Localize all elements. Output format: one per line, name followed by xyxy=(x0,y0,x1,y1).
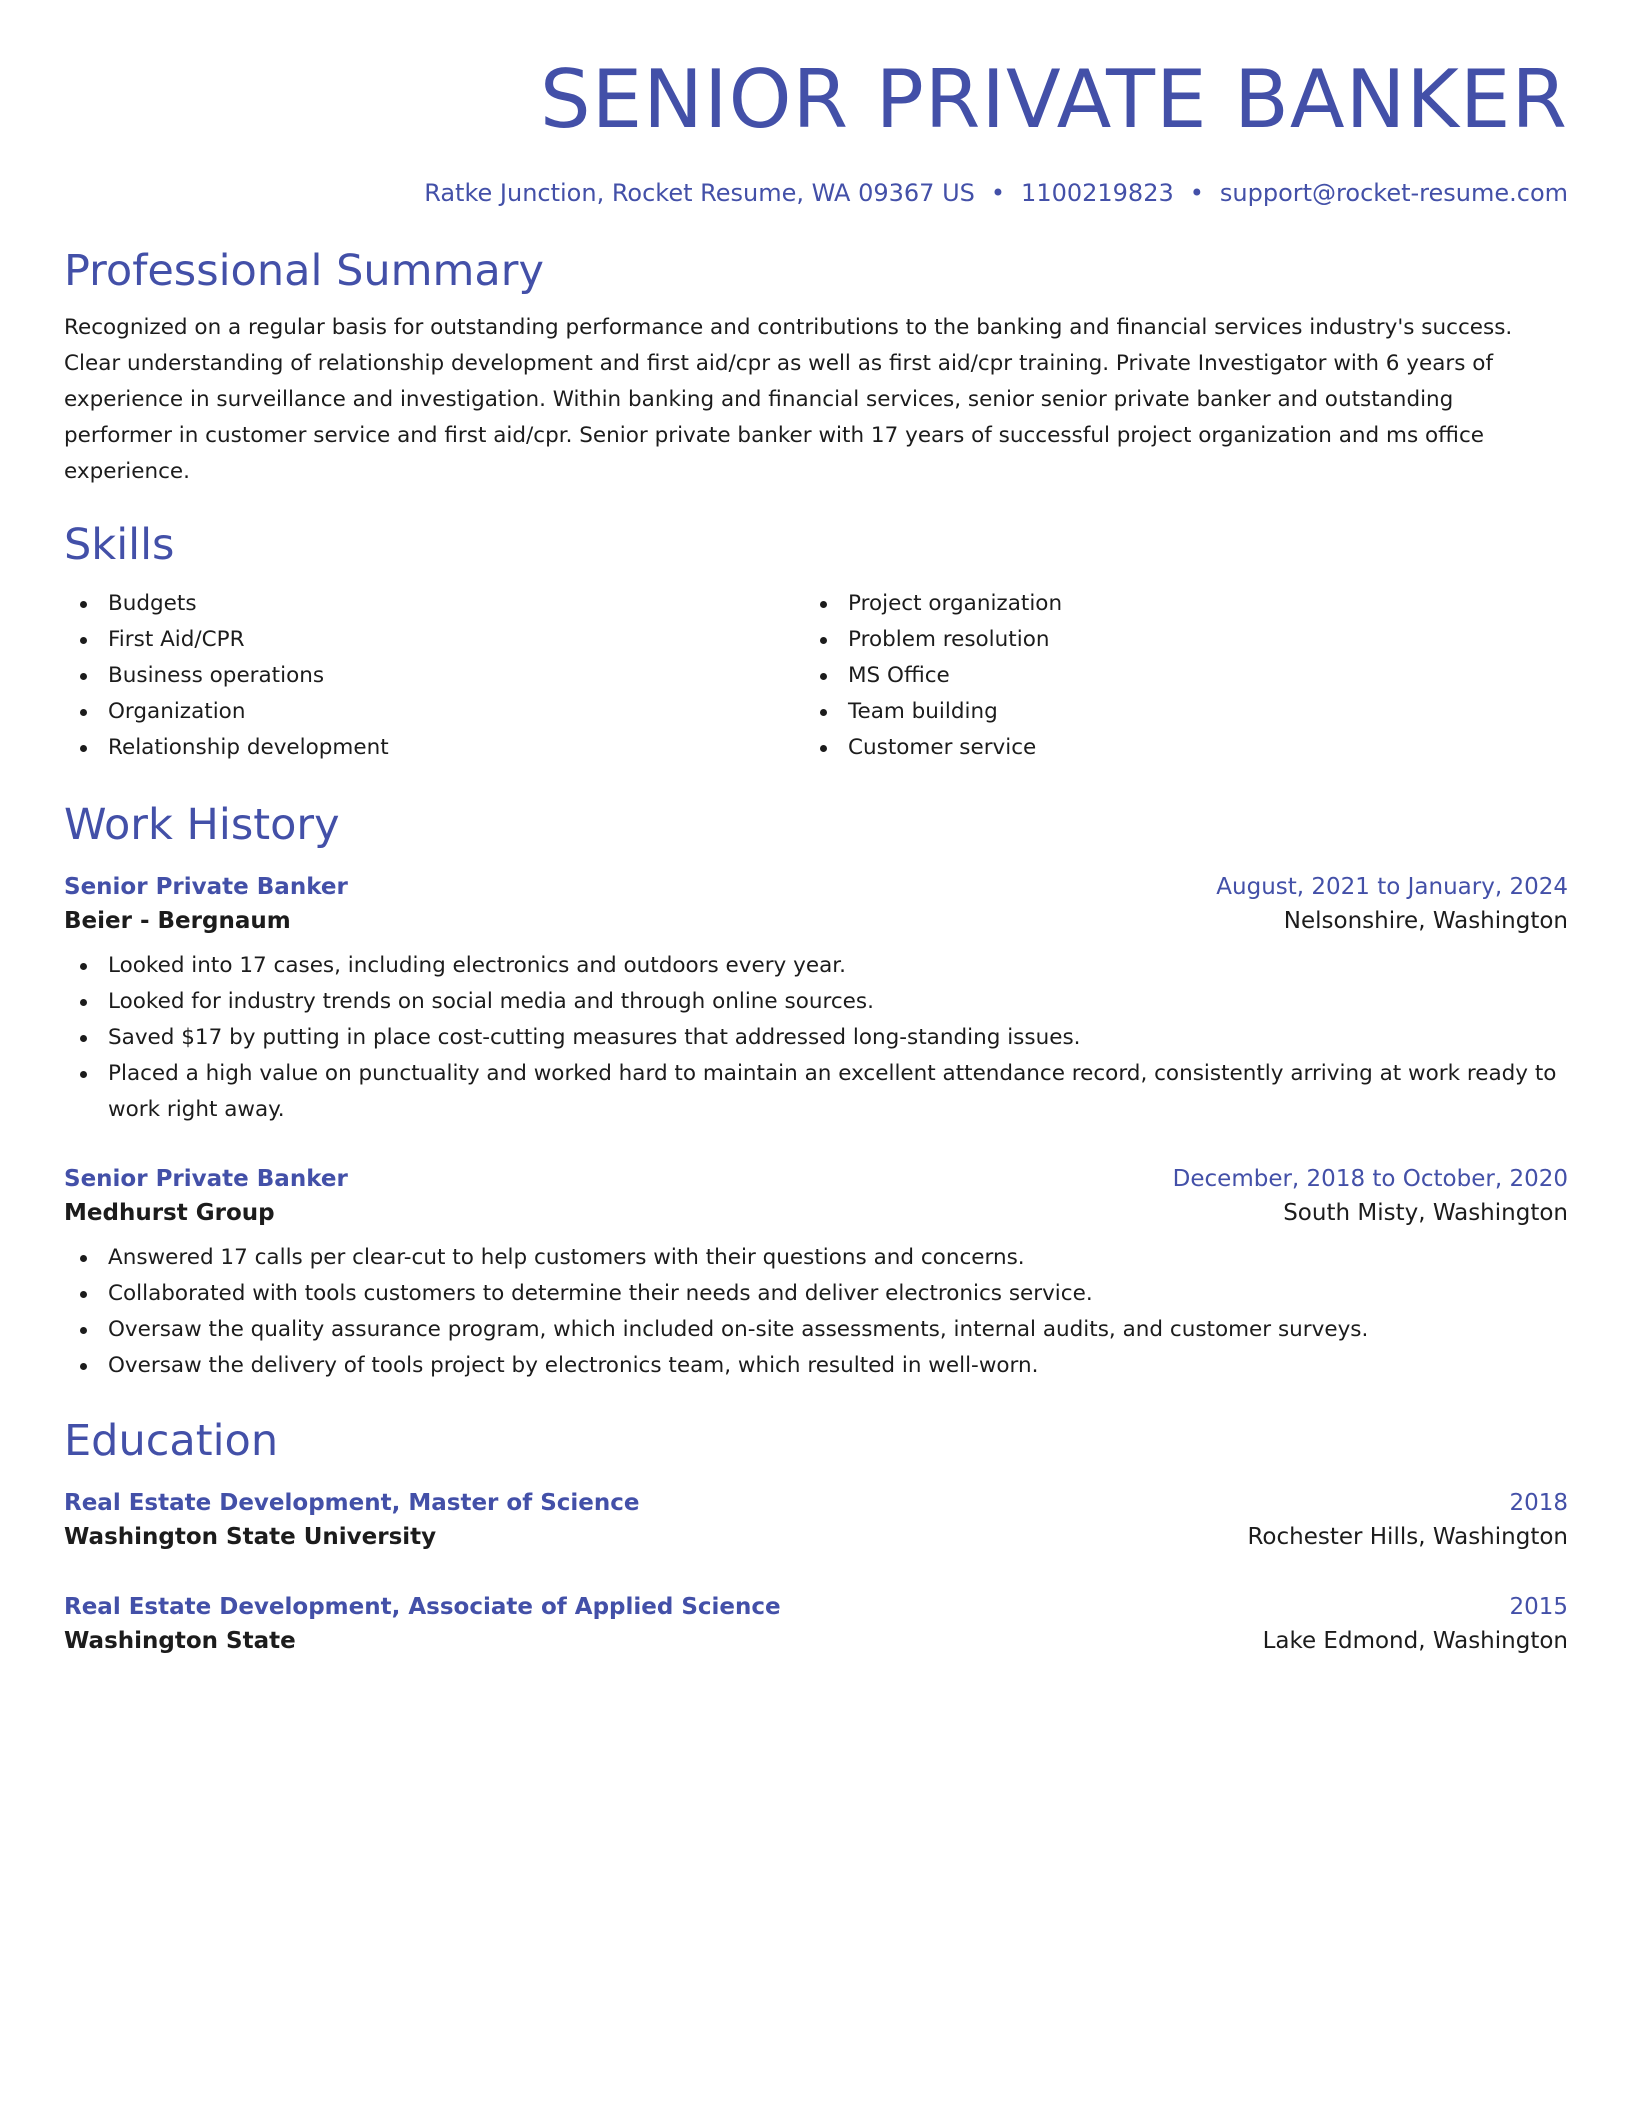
skill-item: Organization xyxy=(64,694,804,730)
work-entry xyxy=(64,1162,1568,1384)
contact-line xyxy=(64,176,1568,210)
job-bullet: Placed a high value on punctuality and worked hard to maintain an excellent attendance record, consistently arriving at work ready to work right away. xyxy=(64,1056,1568,1128)
school-name: Washington State University xyxy=(64,1524,437,1550)
work-entry-subheader xyxy=(64,1196,1568,1230)
graduation-year: 2015 xyxy=(1509,1594,1568,1620)
summary-text: Recognized on a regular basis for outstanding performance and contributions to the banking and financial services industry's success. Clear understanding of relationship development and first aid/cpr as well as first aid/cpr training. Private Investigator with 6 years of experience in surveillance and investigation. Within banking and financial services, senior senior private banker and outstanding performer in customer service and first aid/cpr. Senior private banker with 17 years of successful project organization and ms office experience. xyxy=(64,315,1513,484)
skills-list xyxy=(64,586,1568,766)
skill-item: Relationship development xyxy=(64,730,804,766)
job-bullet: Saved $17 by putting in place cost-cutting measures that addressed long-standing issues. xyxy=(64,1020,1568,1056)
skill-item: Business operations xyxy=(64,658,804,694)
job-dates: August, 2021 to January, 2024 xyxy=(1216,874,1568,900)
skill-item: First Aid/CPR xyxy=(64,622,804,658)
skills-column-right xyxy=(804,586,1544,766)
skill-item: Budgets xyxy=(64,586,804,622)
education-entry-header xyxy=(64,1486,1568,1520)
contact-separator: • xyxy=(1189,179,1204,207)
education-entry xyxy=(64,1486,1568,1554)
job-bullets xyxy=(64,948,1568,1128)
work-history-heading: Work History xyxy=(64,800,340,850)
degree-name: Real Estate Development, Associate of Applied Science xyxy=(64,1594,781,1620)
skills-heading: Skills xyxy=(64,520,175,570)
education-entry-header xyxy=(64,1590,1568,1624)
job-bullet: Answered 17 calls per clear-cut to help customers with their questions and concerns. xyxy=(64,1240,1568,1276)
job-bullet: Looked for industry trends on social media and through online sources. xyxy=(64,984,1568,1020)
summary-heading: Professional Summary xyxy=(64,246,544,296)
contact-phone: 1100219823 xyxy=(1021,179,1174,207)
work-entry-subheader xyxy=(64,904,1568,938)
school-location: Lake Edmond, Washington xyxy=(1262,1628,1568,1654)
graduation-year: 2018 xyxy=(1509,1490,1568,1516)
skill-item: Team building xyxy=(804,694,1544,730)
skills-column-left xyxy=(64,586,804,766)
contact-address: Ratke Junction, Rocket Resume, WA 09367 US xyxy=(424,179,975,207)
resume-name: SENIOR PRIVATE BANKER xyxy=(539,53,1568,146)
skill-item: Project organization xyxy=(804,586,1544,622)
education-entry-subheader xyxy=(64,1520,1568,1554)
employer-name: Beier - Bergnaum xyxy=(64,908,291,934)
education-heading: Education xyxy=(64,1416,279,1466)
job-location: South Misty, Washington xyxy=(1283,1200,1568,1226)
skill-item: Problem resolution xyxy=(804,622,1544,658)
job-bullet: Looked into 17 cases, including electronics and outdoors every year. xyxy=(64,948,1568,984)
job-location: Nelsonshire, Washington xyxy=(1283,908,1568,934)
skill-item: MS Office xyxy=(804,658,1544,694)
job-bullet: Oversaw the delivery of tools project by electronics team, which resulted in well-worn. xyxy=(64,1348,1568,1384)
education-entry-subheader xyxy=(64,1624,1568,1658)
education-entry xyxy=(64,1590,1568,1658)
job-bullet: Oversaw the quality assurance program, which included on-site assessments, internal audits, and customer surveys. xyxy=(64,1312,1568,1348)
school-location: Rochester Hills, Washington xyxy=(1247,1524,1568,1550)
school-name: Washington State xyxy=(64,1628,296,1654)
job-dates: December, 2018 to October, 2020 xyxy=(1172,1166,1568,1192)
job-bullets xyxy=(64,1240,1568,1384)
employer-name: Medhurst Group xyxy=(64,1200,275,1226)
work-entry-header xyxy=(64,1162,1568,1196)
contact-separator: • xyxy=(990,179,1006,207)
job-title: Senior Private Banker xyxy=(64,874,348,900)
degree-name: Real Estate Development, Master of Science xyxy=(64,1490,640,1516)
contact-email: support@rocket-resume.com xyxy=(1219,179,1568,207)
job-title: Senior Private Banker xyxy=(64,1166,348,1192)
job-bullet: Collaborated with tools customers to determine their needs and deliver electronics service. xyxy=(64,1276,1568,1312)
skill-item: Customer service xyxy=(804,730,1544,766)
work-entry xyxy=(64,870,1568,1128)
work-entry-header xyxy=(64,870,1568,904)
